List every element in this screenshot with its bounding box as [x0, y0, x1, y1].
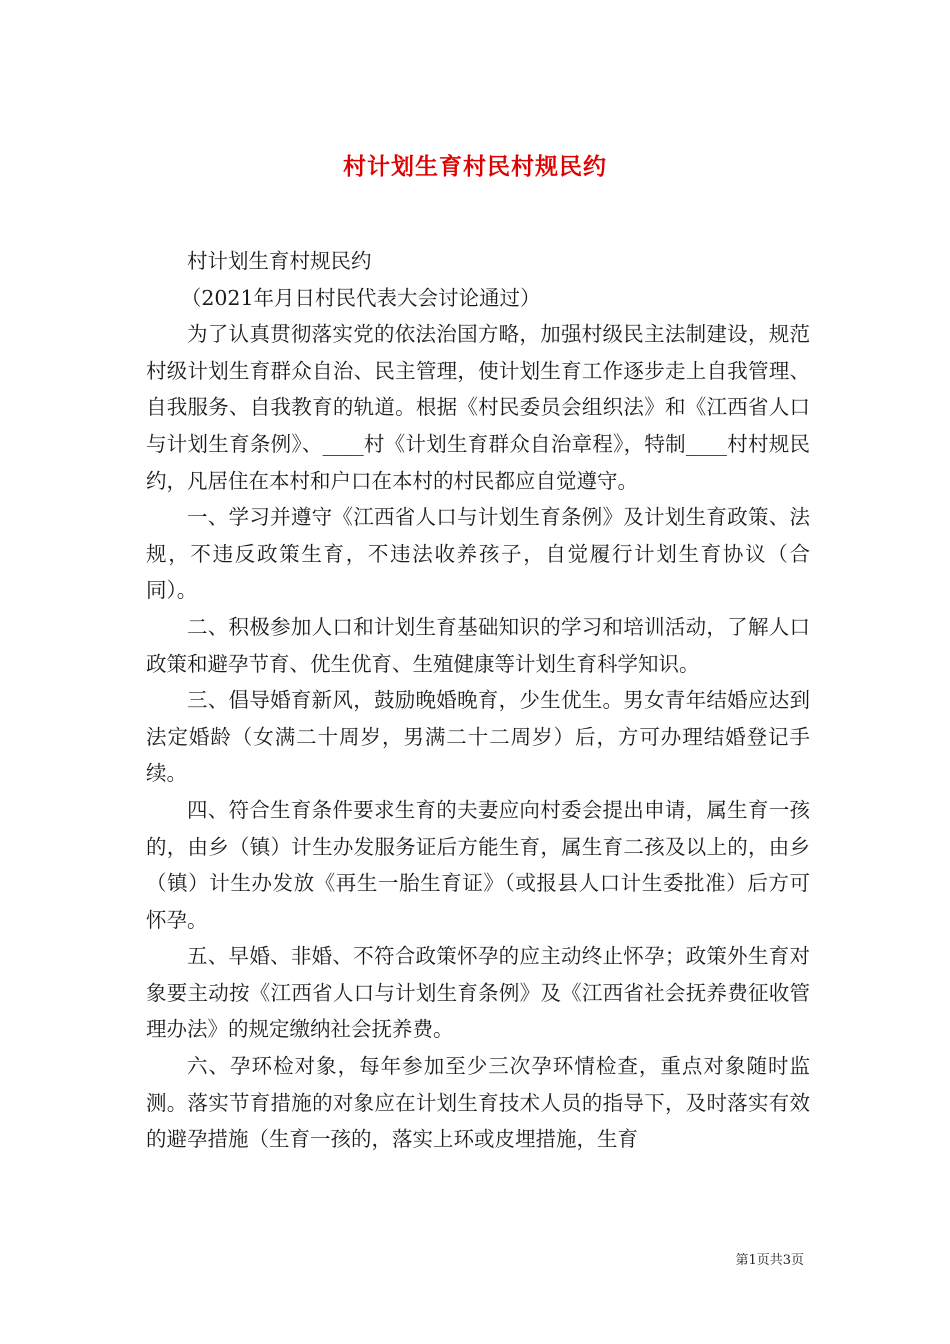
page-title: 村计划生育村民村规民约	[343, 153, 607, 181]
adoption-note: （2021年月日村民代表大会讨论通过）	[180, 285, 541, 310]
article-4: 四、符合生育条件要求生育的夫妻应向村委会提出申请，属生育一孩的，由乡（镇）计生办发服务证后方能生育，属生育二孩及以上的，由乡（镇）计生办发放《再生一胎生育证》（或报县人口计生委批准）后方可怀孕。	[146, 797, 810, 932]
article-3: 三、倡导婚育新风，鼓励晚婚晚育，少生优生。男女青年结婚应达到法定婚龄（女满二十周岁，男满二十二周岁）后，方可办理结婚登记手续。	[146, 688, 810, 786]
document-subheading: 村计划生育村规民约	[187, 249, 372, 273]
document-body	[146, 243, 810, 1158]
article-6: 六、孕环检对象，每年参加至少三次孕环情检查，重点对象随时监测。落实节育措施的对象应在计划生育技术人员的指导下，及时落实有效的避孕措施（生育一孩的，落实上环或皮埋措施，生育	[146, 1054, 810, 1152]
preamble-paragraph: 为了认真贯彻落实党的依法治国方略，加强村级民主法制建设，规范村级计划生育群众自治、民主管理，使计划生育工作逐步走上自我管理、自我服务、自我教育的轨道。根据《村民委员会组织法》和《江西省人口与计划生育条例》、____村《计划生育群众自治章程》，特制____村村规民约，凡居住在本村和户口在本村的村民都应自觉遵守。	[146, 322, 810, 493]
article-5: 五、早婚、非婚、不符合政策怀孕的应主动终止怀孕；政策外生育对象要主动按《江西省人口与计划生育条例》及《江西省社会抚养费征收管理办法》的规定缴纳社会抚养费。	[146, 944, 810, 1042]
article-2: 二、积极参加人口和计划生育基础知识的学习和培训活动，了解人口政策和避孕节育、优生优育、生殖健康等计划生育科学知识。	[146, 614, 810, 676]
article-1: 一、学习并遵守《江西省人口与计划生育条例》及计划生育政策、法规，不违反政策生育，不违法收养孩子，自觉履行计划生育协议（合同）。	[146, 505, 810, 603]
page-number: 第1页共3页	[735, 1253, 804, 1268]
